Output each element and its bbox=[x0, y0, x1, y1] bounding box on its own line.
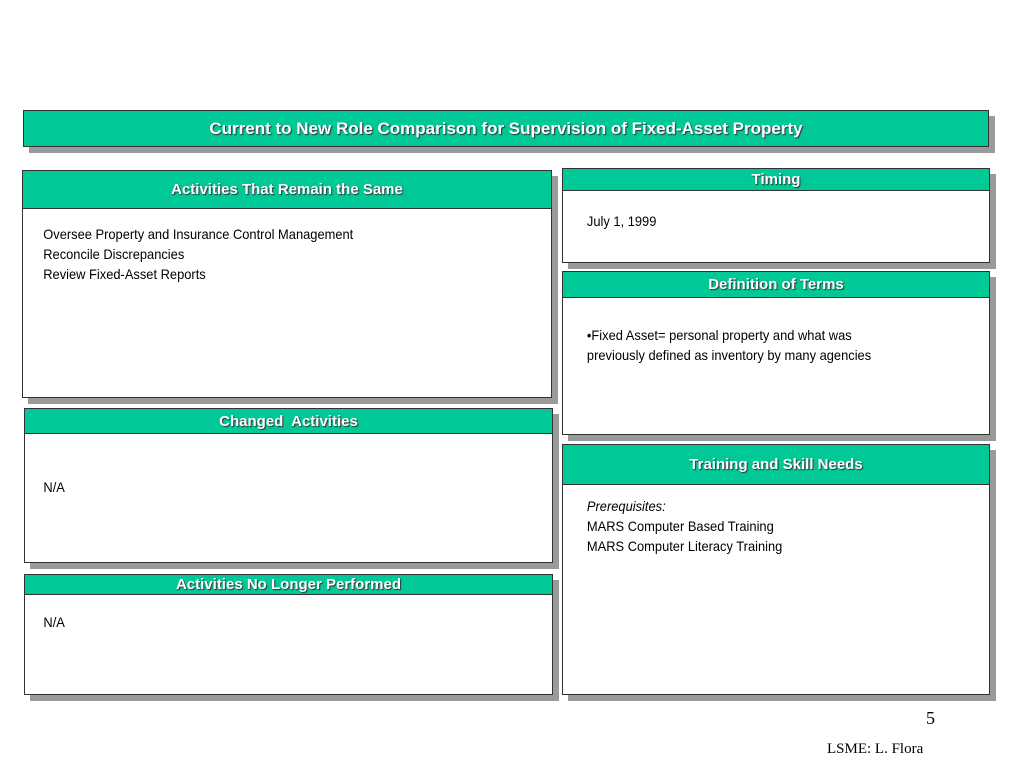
panel-definitions-title: Definition of Terms bbox=[708, 276, 844, 293]
panel-remain-same-header bbox=[23, 171, 551, 209]
changed-item-1: N/A bbox=[43, 479, 65, 495]
slide-title bbox=[23, 110, 989, 147]
panel-training bbox=[562, 444, 990, 695]
training-item-2: MARS Computer Literacy Training bbox=[586, 538, 783, 554]
panel-no-longer bbox=[24, 574, 553, 695]
panel-changed-title: Changed Activities bbox=[219, 412, 358, 430]
panel-definitions-body bbox=[563, 298, 955, 365]
panel-changed-header bbox=[25, 409, 552, 434]
footer-credit: LSME: L. Flora bbox=[827, 741, 924, 757]
remain-item-2: Reconcile Discrepancies bbox=[43, 246, 185, 262]
panel-remain-same-title: Activities That Remain the Same bbox=[171, 181, 403, 198]
panel-training-header bbox=[563, 445, 989, 485]
definition-line-2: previously defined as inventory by many agencies bbox=[586, 347, 872, 363]
definition-line-1: •Fixed Asset= personal property and what was bbox=[586, 327, 852, 343]
no-longer-item-1: N/A bbox=[43, 614, 65, 630]
panel-timing-header bbox=[563, 169, 989, 191]
panel-timing bbox=[562, 168, 990, 263]
remain-item-1: Oversee Property and Insurance Control Management bbox=[43, 226, 354, 242]
remain-item-3: Review Fixed-Asset Reports bbox=[43, 266, 206, 282]
training-prerequisites-label: Prerequisites: bbox=[586, 498, 666, 514]
slide-title-text: Current to New Role Comparison for Supervision of Fixed-Asset Property bbox=[209, 118, 803, 138]
panel-no-longer-body bbox=[25, 595, 510, 632]
panel-remain-same bbox=[22, 170, 552, 398]
panel-timing-body bbox=[563, 191, 955, 231]
panel-definitions-header bbox=[563, 272, 989, 298]
panel-no-longer-title: Activities No Longer Performed bbox=[175, 576, 402, 593]
page-number: 5 bbox=[926, 708, 935, 728]
panel-training-title: Training and Skill Needs bbox=[689, 456, 863, 473]
panel-timing-title: Timing bbox=[751, 171, 801, 188]
timing-date: July 1, 1999 bbox=[586, 213, 657, 229]
training-item-1: MARS Computer Based Training bbox=[586, 518, 774, 534]
panel-changed bbox=[24, 408, 553, 563]
panel-definitions bbox=[562, 271, 990, 435]
panel-training-body bbox=[563, 485, 955, 556]
panel-changed-body bbox=[25, 434, 510, 497]
panel-remain-same-body bbox=[23, 209, 509, 284]
panel-no-longer-header bbox=[25, 575, 552, 595]
